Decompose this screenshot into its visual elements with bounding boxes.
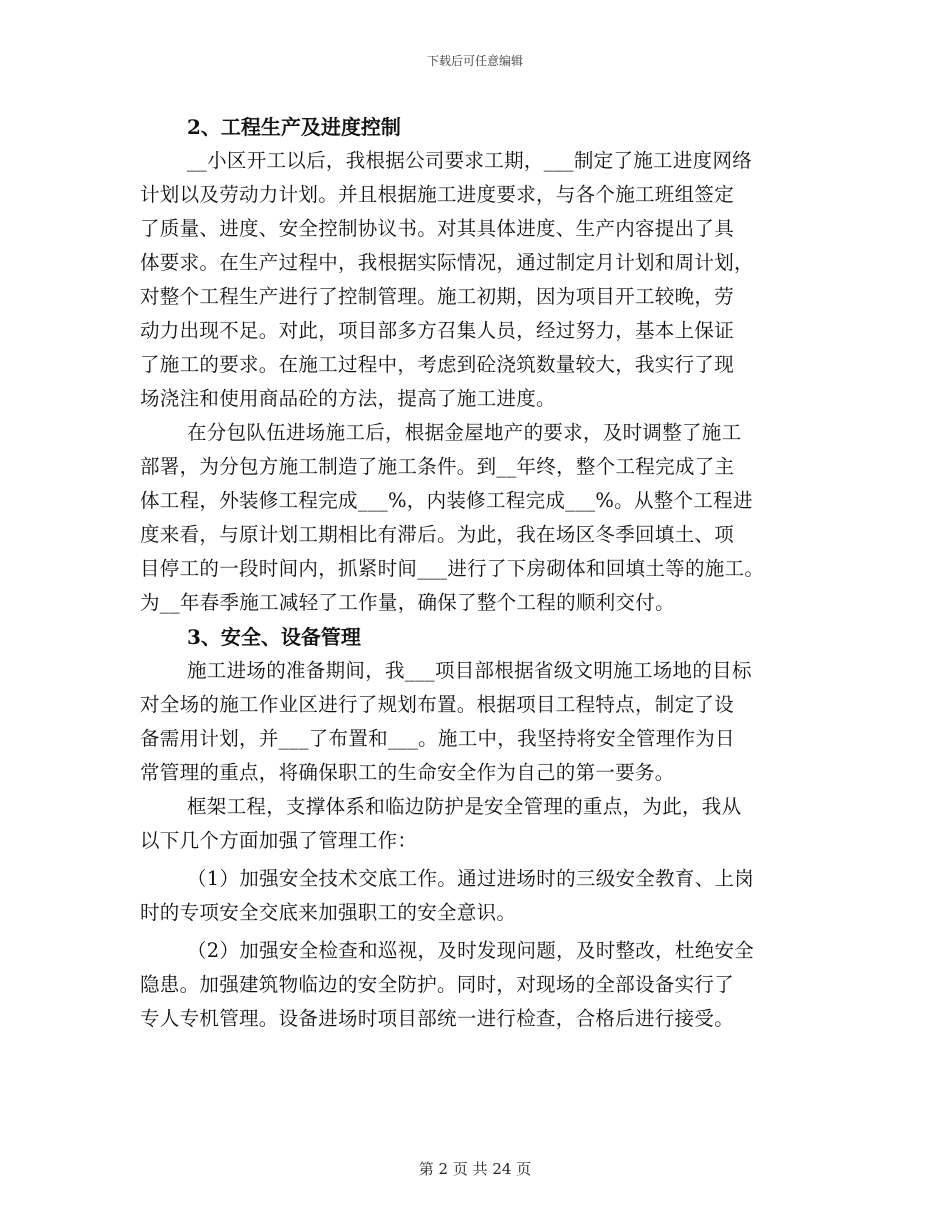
text-line: 框架工程，支撑体系和临边防护是安全管理的重点，为此，我从 — [187, 795, 742, 818]
text-line: 对整个工程生产进行了控制管理。施工初期，因为项目开工较晚，劳 — [140, 285, 735, 308]
text-line: 施工进场的准备期间，我___项目部根据省级文明施工场地的目标 — [187, 659, 752, 682]
text-line: 部署，为分包方施工制造了施工条件。到__年终，整个工程完成了主 — [140, 455, 735, 478]
text-line: 场浇注和使用商品砼的方法，提高了施工进度。 — [140, 387, 556, 410]
paragraph-safety-item-1 — [140, 862, 820, 930]
text-line: 备需用计划，并___了布置和___。施工中，我坚持将安全管理作为日 — [140, 727, 735, 750]
text-line: 目停工的一段时间内，抓紧时间___进行了下房砌体和回填土等的施工。 — [140, 557, 765, 580]
text-line: __小区开工以后，我根据公司要求工期，___制定了施工进度网络 — [187, 149, 753, 172]
text-line: 以下几个方面加强了管理工作： — [140, 829, 418, 852]
page-header: 下载后可任意编辑 — [426, 54, 523, 68]
paragraph-safety-item-2 — [140, 934, 820, 1036]
text-line: 常管理的重点，将确保职工的生命安全作为自己的第一要务。 — [140, 761, 675, 784]
text-line: 了质量、进度、安全控制协议书。对其具体进度、生产内容提出了具 — [140, 217, 735, 240]
section-heading-safety: 3、安全、设备管理 — [187, 625, 361, 649]
text-line: 隐患。加强建筑物临边的安全防护。同时，对现场的全部设备实行了 — [140, 973, 735, 996]
text-line: 对全场的施工作业区进行了规划布置。根据项目工程特点，制定了设 — [140, 693, 735, 716]
text-line: 在分包队伍进场施工后，根据金屋地产的要求，及时调整了施工 — [187, 421, 742, 444]
text-line: 为__年春季施工减轻了工作量，确保了整个工程的顺利交付。 — [140, 591, 675, 614]
text-line: （1）加强安全技术交底工作。通过进场时的三级安全教育、上岗 — [187, 867, 755, 890]
paragraph-safety-2 — [140, 790, 820, 858]
paragraph-safety-1 — [140, 654, 820, 790]
document-body — [140, 110, 820, 1036]
text-line: 专人专机管理。设备进场时项目部统一进行检查，合格后进行接受。 — [140, 1007, 735, 1030]
text-line: （2）加强安全检查和巡视，及时发现问题，及时整改，杜绝安全 — [187, 939, 755, 962]
text-line: 时的专项安全交底来加强职工的安全意识。 — [140, 901, 517, 924]
text-line: 动力出现不足。对此，项目部多方召集人员，经过努力，基本上保证 — [140, 319, 735, 342]
text-line: 了施工的要求。在施工过程中，考虑到砼浇筑数量较大，我实行了现 — [140, 353, 735, 376]
text-line: 度来看，与原计划工期相比有滞后。为此，我在场区冬季回填土、项 — [140, 523, 735, 546]
page-footer-page-number: 第 2 页 共 24 页 — [418, 1160, 532, 1178]
text-line: 计划以及劳动力计划。并且根据施工进度要求，与各个施工班组签定 — [140, 183, 735, 206]
paragraph-progress-2 — [140, 416, 820, 620]
text-line: 体工程，外装修工程完成___%，内装修工程完成___%。从整个工程进 — [140, 489, 753, 512]
section-heading-progress: 2、工程生产及进度控制 — [187, 115, 401, 139]
paragraph-progress-1 — [140, 144, 820, 416]
text-line: 体要求。在生产过程中，我根据实际情况，通过制定月计划和周计划， — [140, 251, 754, 274]
